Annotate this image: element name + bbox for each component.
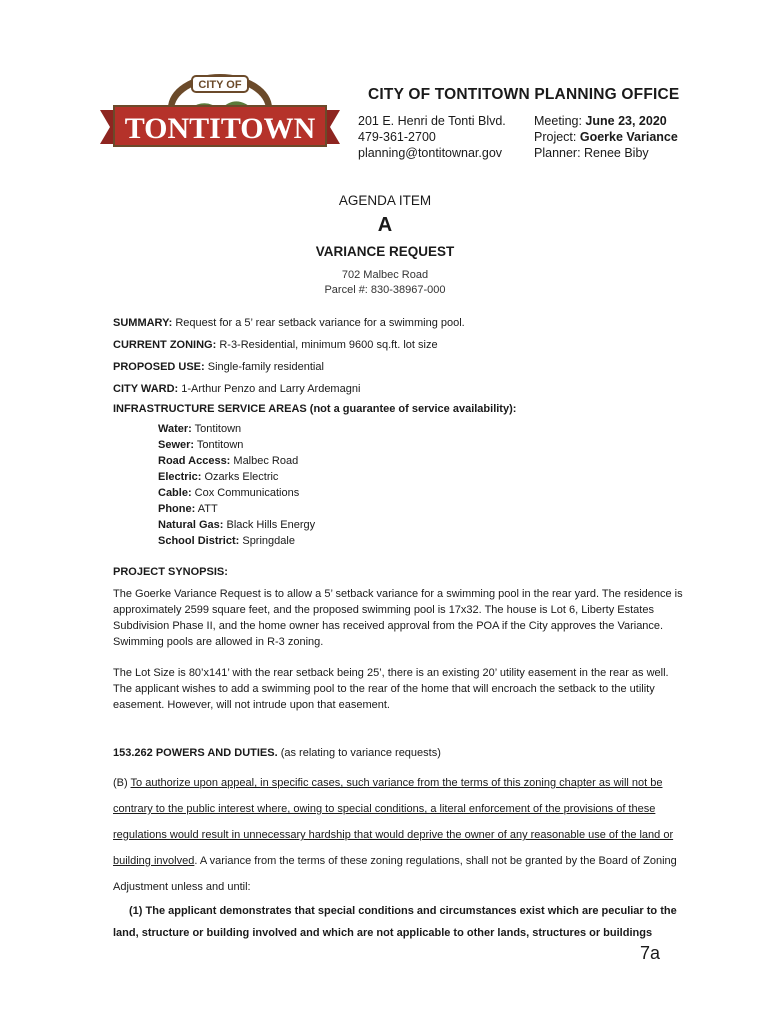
svg-text:CITY OF: CITY OF [198, 79, 242, 91]
summary-label: SUMMARY: [113, 317, 173, 329]
infra-item-water: Water: Tontitown [158, 423, 242, 435]
planner: Planner: Renee Biby [534, 146, 649, 160]
code-heading [113, 747, 441, 759]
meeting-label: Meeting: [534, 114, 586, 128]
infrastructure-list [158, 421, 315, 549]
parcel-number: Parcel #: 830-38967-000 [324, 284, 446, 296]
synopsis-heading: PROJECT SYNOPSIS: [113, 566, 228, 578]
meeting-info [534, 113, 678, 161]
infra-item-road-access: Road Access: Malbec Road [158, 455, 299, 467]
summary-text: Request for a 5’ rear setback variance for a swimming pool. [172, 317, 465, 329]
code-heading-title: 153.262 POWERS AND DUTIES. [113, 747, 278, 759]
meeting-date: June 23, 2020 [585, 114, 667, 128]
use-line [113, 361, 324, 373]
infrastructure-heading: INFRASTRUCTURE SERVICE AREAS (not a guarantee of service availability): [113, 403, 517, 415]
city-logo [100, 70, 340, 165]
zoning-label: CURRENT ZONING: [113, 339, 217, 351]
code-item-1: (1) The applicant demonstrates that special conditions and circumstances exist which are peculiar to the land, structure or building involved and which are not applicable to other lands, structures or buildings [113, 905, 677, 939]
synopsis-paragraph-1: The Goerke Variance Request is to allow a 5’ setback variance for a swimming pool in the rear yard. The residence is approximately 2599 square feet, and the proposed swimming pool is 17x32. The house is Lot 6, Liberty Estates Subdivision Phase II, and the home owner has received approval from the POA if the City approves the Variance. Swimming pools are allowed in R-3 zoning. [113, 588, 683, 648]
code-b-rest: . A variance from the terms of these zoning regulations, shall not be granted by the Board of Zoning Adjustment unless and until: [113, 855, 677, 893]
project-label: Project: [534, 130, 580, 144]
zoning-line [113, 339, 438, 351]
office-phone: 479-361-2700 [358, 130, 436, 144]
office-address: 201 E. Henri de Tonti Blvd. [358, 114, 506, 128]
infra-item-natural-gas: Natural Gas: Black Hills Energy [158, 519, 316, 531]
synopsis-paragraph-2: The Lot Size is 80’x141’ with the rear setback being 25’, there is an existing 20’ utility easement in the rear as well. The applicant wishes to add a swimming pool to the rear of the home that will encroach the setback to the utility easement. However, will not intrude upon that easement. [113, 667, 669, 711]
infra-item-cable: Cable: Cox Communications [158, 487, 300, 499]
svg-text:TONTITOWN: TONTITOWN [124, 112, 316, 145]
code-b-prefix: (B) [113, 777, 131, 789]
ward-label: CITY WARD: [113, 383, 179, 395]
ward-text: 1-Arthur Penzo and Larry Ardemagni [178, 383, 361, 395]
code-paragraph-b [113, 770, 683, 900]
office-contact [358, 113, 506, 161]
code-heading-note: (as relating to variance requests) [277, 747, 441, 759]
agenda-title: AGENDA ITEM [338, 193, 432, 208]
infra-item-electric: Electric: Ozarks Electric [158, 471, 279, 483]
use-text: Single-family residential [204, 361, 324, 373]
project-name: Goerke Variance [579, 130, 678, 144]
agenda-letter: A [377, 214, 393, 236]
use-label: PROPOSED USE: [113, 361, 205, 373]
infra-item-school-district: School District: Springdale [158, 535, 295, 547]
office-email[interactable]: planning@tontitownar.gov [358, 146, 503, 160]
property-street: 702 Malbec Road [341, 269, 429, 281]
infra-item-phone: Phone: ATT [158, 503, 218, 515]
office-title: CITY OF TONTITOWN PLANNING OFFICE [368, 86, 680, 103]
property-info [0, 268, 770, 298]
page-number: 7a [640, 943, 661, 963]
ward-line [113, 383, 360, 395]
infra-item-sewer: Sewer: Tontitown [158, 439, 244, 451]
code-b-underlined: To authorize upon appeal, in specific cases, such variance from the terms of this zoning chapter as will not be contrary to the public interest where, owing to special conditions, a literal enforcement of the provisions of these regulations would result in unnecessary hardship that would deprive the owner of any reasonable use of the land or building involved [113, 777, 674, 867]
zoning-text: R-3-Residential, minimum 9600 sq.ft. lot size [216, 339, 438, 351]
summary-line [113, 317, 465, 329]
request-title: VARIANCE REQUEST [315, 244, 455, 259]
